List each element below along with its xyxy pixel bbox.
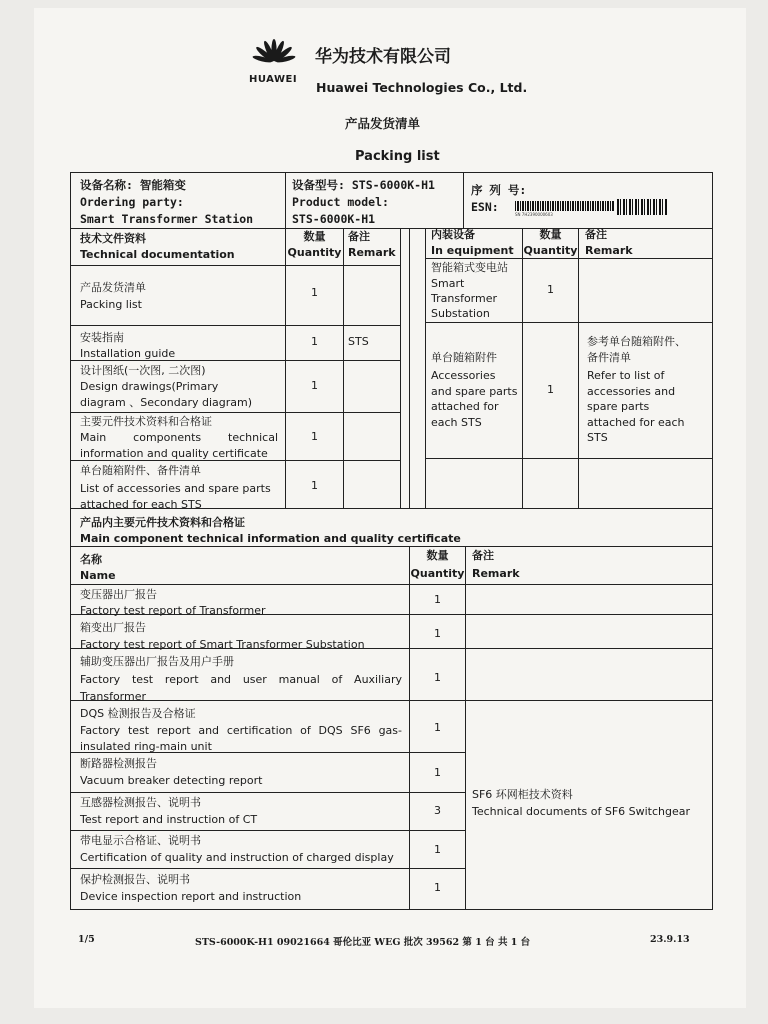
table-line — [465, 546, 466, 910]
equipment-row-remark: accessories and — [587, 385, 676, 398]
station-name: Smart Transformer Station — [80, 212, 254, 226]
component-row-cn: 保护检测报告、说明书 — [80, 873, 190, 886]
doc-row-en: information and quality certificate — [80, 447, 268, 460]
document-title-cn: 产品发货清单 — [345, 116, 421, 131]
table-line — [343, 228, 344, 508]
ordering-party-label: Ordering party: — [80, 195, 184, 209]
component-row-qty: 3 — [434, 804, 441, 817]
doc-row-en: Main components technical — [80, 431, 278, 444]
component-row-qty: 1 — [434, 593, 441, 606]
doc-row-qty: 1 — [311, 286, 318, 299]
main-section-title-cn: 产品内主要元件技术资料和合格证 — [80, 516, 245, 529]
equipment-row-line: Smart — [431, 277, 465, 290]
doc-row-remark: STS — [348, 335, 369, 348]
component-row-cn: 变压器出厂报告 — [80, 588, 157, 601]
remark-heading-cn: 备注 — [348, 230, 370, 243]
esn-barcode-text: SN 7H2390000603 — [515, 212, 553, 217]
component-row-cn: 断路器检测报告 — [80, 757, 157, 770]
company-name-en: Huawei Technologies Co., Ltd. — [316, 80, 528, 95]
component-row-en: Factory test report and user manual of Auxiliary — [80, 673, 402, 686]
remark-heading-en: Remark — [585, 244, 633, 257]
qty-heading-en: Quantity — [523, 244, 578, 257]
component-row-en: Test report and instruction of CT — [80, 813, 258, 826]
table-line — [578, 228, 579, 508]
company-name-cn: 华为技术有限公司 — [315, 47, 451, 67]
table-line — [400, 228, 401, 508]
table-line — [522, 228, 523, 508]
equipment-heading-en: In equipment — [431, 244, 514, 257]
component-row-en: Certification of quality and instruction of charged display — [80, 851, 394, 864]
component-row-en: Factory test report of Transformer — [80, 604, 266, 617]
table-line — [463, 172, 464, 228]
table-line — [285, 228, 286, 508]
doc-row-en: List of accessories and spare parts — [80, 482, 271, 495]
equipment-row-remark: spare parts — [587, 400, 650, 413]
equipment-row-qty: 1 — [547, 283, 554, 296]
esn-matrix-code — [617, 199, 667, 215]
doc-row-en: Installation guide — [80, 347, 176, 360]
doc-row-cn: 产品发货清单 — [80, 281, 146, 294]
doc-row-en: Design drawings(Primary — [80, 380, 219, 393]
component-row-cn: 互感器检测报告、说明书 — [80, 796, 201, 809]
huawei-logo-icon — [248, 38, 300, 74]
component-row-cn: 辅助变压器出厂报告及用户手册 — [80, 655, 234, 668]
component-row-cn: 箱变出厂报告 — [80, 621, 146, 634]
qty-heading-en: Quantity — [287, 246, 342, 259]
table-line — [70, 792, 466, 793]
equipment-row-line: Substation — [431, 307, 490, 320]
qty-heading-cn: 数量 — [303, 230, 326, 243]
footer-date: 23.9.13 — [650, 934, 690, 945]
doc-row-cn: 设计图纸(一次图, 二次图) — [80, 364, 206, 377]
component-row-qty: 1 — [434, 881, 441, 894]
equipment-row-remark: STS — [587, 431, 608, 444]
esn-label: ESN: — [471, 200, 499, 214]
logo-wordmark: HUAWEI — [249, 74, 298, 85]
component-row-en: insulated ring-main unit — [80, 740, 212, 753]
component-row-en: Factory test report of Smart Transformer Substation — [80, 638, 365, 651]
tech-docs-heading-cn: 技术文件资料 — [80, 232, 146, 245]
equipment-row-remark: 备件清单 — [587, 351, 631, 364]
equipment-row-line: 单台随箱附件 — [431, 351, 497, 364]
device-name-label: 设备名称: 智能箱变 — [80, 178, 186, 192]
component-row-qty: 1 — [434, 721, 441, 734]
switchgear-remark-cn: SF6 环网柜技术资料 — [472, 788, 573, 801]
table-line — [425, 322, 713, 323]
doc-row-qty: 1 — [311, 479, 318, 492]
doc-row-en: Packing list — [80, 298, 142, 311]
table-line — [409, 228, 410, 508]
doc-row-qty: 1 — [311, 379, 318, 392]
qty-heading-cn: 数量 — [539, 228, 562, 241]
equipment-row-line: Accessories — [431, 369, 496, 382]
esn-barcode — [515, 201, 615, 211]
remark-heading-cn: 备注 — [472, 549, 494, 562]
table-line — [70, 228, 713, 229]
name-heading-en: Name — [80, 569, 116, 582]
component-row-cn: DQS 检测报告及合格证 — [80, 707, 196, 720]
product-model-label: Product model: — [292, 195, 389, 209]
doc-row-qty: 1 — [311, 335, 318, 348]
doc-row-en: attached for each STS — [80, 498, 202, 511]
remark-heading-en: Remark — [348, 246, 396, 259]
equipment-row-line: attached for — [431, 400, 499, 413]
footer-page: 1/5 — [78, 934, 95, 945]
equipment-row-remark: attached for each — [587, 416, 685, 429]
equipment-row-line: 智能箱式变电站 — [431, 261, 508, 274]
equipment-row-line: Transformer — [431, 292, 498, 305]
main-section-title-en: Main component technical information and quality certificate — [80, 532, 461, 545]
remark-heading-cn: 备注 — [585, 228, 607, 241]
component-row-qty: 1 — [434, 843, 441, 856]
table-line — [425, 228, 426, 508]
doc-row-cn: 单台随箱附件、备件清单 — [80, 464, 201, 477]
component-row-qty: 1 — [434, 671, 441, 684]
table-line — [285, 172, 286, 228]
remark-heading-en: Remark — [472, 567, 520, 580]
doc-row-qty: 1 — [311, 430, 318, 443]
equipment-row-remark: Refer to list of — [587, 369, 665, 382]
component-row-qty: 1 — [434, 766, 441, 779]
product-model-value: STS-6000K-H1 — [292, 212, 376, 226]
component-row-cn: 带电显示合格证、说明书 — [80, 834, 201, 847]
doc-row-cn: 主要元件技术资料和合格证 — [80, 415, 212, 428]
serial-label: 序 列 号: — [471, 183, 527, 197]
table-line — [70, 265, 401, 266]
table-line — [70, 325, 401, 326]
table-line — [70, 868, 466, 869]
qty-heading-en: Quantity — [410, 567, 465, 580]
doc-row-en: diagram 、Secondary diagram) — [80, 396, 253, 409]
component-row-qty: 1 — [434, 627, 441, 640]
qty-heading-cn: 数量 — [426, 549, 449, 562]
component-row-en: Vacuum breaker detecting report — [80, 774, 263, 787]
footer-info: STS-6000K-H1 09021664 哥伦比亚 WEG 批次 39562 第 1 台 共 1 台 — [195, 937, 531, 948]
table-line — [70, 830, 466, 831]
equipment-heading-cn: 内装设备 — [431, 228, 475, 241]
name-heading-cn: 名称 — [80, 553, 102, 566]
document-title-en: Packing list — [355, 149, 440, 164]
switchgear-remark-en: Technical documents of SF6 Switchgear — [472, 805, 691, 818]
table-line — [70, 412, 401, 413]
component-row-en: Transformer — [80, 690, 147, 703]
equipment-row-line: each STS — [431, 416, 482, 429]
table-line — [70, 584, 713, 585]
equipment-row-qty: 1 — [547, 383, 554, 396]
component-row-en: Device inspection report and instruction — [80, 890, 302, 903]
model-label: 设备型号: STS-6000K-H1 — [292, 178, 435, 192]
doc-row-cn: 安装指南 — [80, 331, 124, 344]
equipment-row-remark: 参考单台随箱附件、 — [587, 335, 686, 348]
equipment-row-line: and spare parts — [431, 385, 518, 398]
table-line — [70, 700, 713, 701]
component-row-en: Factory test report and certification of DQS SF6 gas- — [80, 724, 402, 737]
tech-docs-heading-en: Technical documentation — [80, 248, 235, 261]
table-line — [425, 458, 713, 459]
